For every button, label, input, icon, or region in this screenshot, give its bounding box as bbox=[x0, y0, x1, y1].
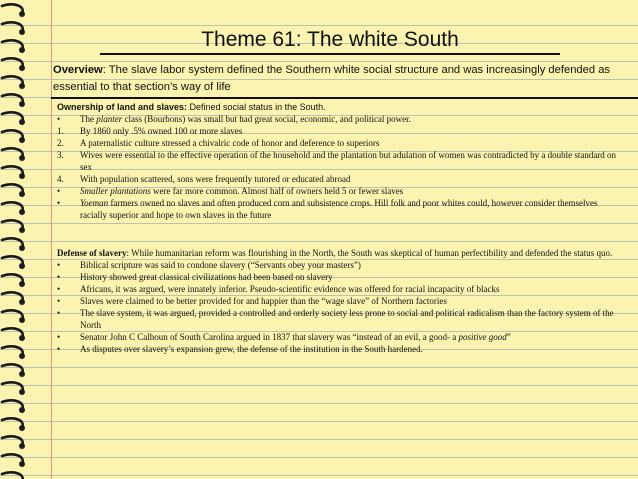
list-item bbox=[57, 271, 622, 283]
list-item bbox=[57, 113, 622, 125]
list-marker: 2. bbox=[57, 138, 64, 148]
list-item bbox=[57, 295, 622, 307]
item-text-rest: were far more common. Almost half of owners held 5 or fewer slaves bbox=[150, 186, 404, 196]
item-text: Senator John C Calhoun of South Carolina argued in 1837 that slavery was “instead of an evil, a good- a bbox=[80, 332, 459, 342]
item-emphasis: Yoeman bbox=[80, 198, 109, 208]
list-item bbox=[57, 283, 622, 295]
divider-rule bbox=[51, 97, 638, 99]
list-item bbox=[57, 185, 622, 197]
overview-label: Overview bbox=[53, 64, 103, 76]
list-marker: • bbox=[57, 272, 61, 282]
item-text-rest: farmers owned no slaves and often produced corn and subsistence crops. Hill folk and poor whites could, however consider themselves racially superior and hope to own slaves in the future bbox=[80, 198, 598, 220]
item-text: A paternalistic culture stressed a chivalric code of honor and deference to superiors bbox=[80, 138, 380, 148]
list-marker: • bbox=[57, 198, 61, 208]
section-heading-text: Defined social status in the South. bbox=[187, 102, 326, 112]
list-marker: • bbox=[57, 260, 61, 270]
section-ownership bbox=[57, 101, 622, 221]
list-item bbox=[57, 331, 622, 343]
list-item bbox=[57, 343, 622, 355]
item-text: Africans, it was argued, were innately inferior. Pseudo-scientific evidence was offered for racial incapacity of blacks bbox=[80, 284, 500, 294]
list-marker: 1. bbox=[57, 126, 64, 136]
list-marker: • bbox=[57, 186, 61, 196]
list-item bbox=[57, 149, 622, 173]
item-text: As disputes over slavery’s expansion grew, the defense of the institution in the South hardened. bbox=[80, 344, 423, 354]
item-text: Slaves were claimed to be better provided for and happier than the “wage slave” of Northern factories bbox=[80, 296, 447, 306]
section-heading-text: : While humanitarian reform was flourishing in the North, the South was skeptical of human perfectibility and defended the status quo. bbox=[126, 248, 613, 258]
overview-paragraph bbox=[53, 62, 613, 95]
item-emphasis: positive good bbox=[458, 332, 507, 342]
list-marker: • bbox=[57, 308, 61, 318]
list-marker: 4. bbox=[57, 174, 64, 184]
list-marker: • bbox=[57, 284, 61, 294]
item-text-rest: ” bbox=[506, 332, 511, 342]
page-title: Theme 61: The white South bbox=[100, 27, 560, 55]
item-text: Biblical scripture was said to condone slavery (“Servants obey your masters”) bbox=[80, 260, 361, 270]
item-text: With population scattered, sons were frequently tutored or educated abroad bbox=[80, 174, 351, 184]
ownership-list bbox=[57, 113, 622, 221]
list-marker: • bbox=[57, 296, 61, 306]
spiral-binding bbox=[0, 0, 44, 479]
item-emphasis: Smaller plantations bbox=[80, 186, 151, 196]
defense-list bbox=[57, 259, 622, 355]
item-emphasis: planter bbox=[96, 114, 123, 124]
section-defense bbox=[57, 247, 622, 355]
list-marker: • bbox=[57, 114, 61, 124]
overview-text: : The slave labor system defined the Southern white social structure and was increasingly defended as essential to that section’s way of life bbox=[53, 64, 611, 93]
section-heading-label: Ownership of land and slaves: bbox=[57, 102, 188, 112]
spiral-coil bbox=[2, 472, 23, 479]
list-item bbox=[57, 173, 622, 185]
section-heading bbox=[57, 101, 622, 113]
section-heading-label: Defense of slavery bbox=[57, 248, 127, 258]
list-marker: • bbox=[57, 344, 61, 354]
item-text: Wives were essential to the effective operation of the household and the plantation but adulation of women was contradicted by a double standard on sex bbox=[80, 150, 617, 172]
section-heading bbox=[57, 247, 622, 259]
item-text: The bbox=[80, 114, 97, 124]
list-item bbox=[57, 125, 622, 137]
list-item bbox=[57, 137, 622, 149]
margin-line bbox=[51, 0, 52, 479]
list-item bbox=[57, 259, 622, 271]
item-text: The slave system, it was argued, provided a controlled and orderly society less prone to social and political radicalism than the factory system of the North bbox=[80, 308, 614, 330]
list-marker: 3. bbox=[57, 150, 64, 160]
list-item bbox=[57, 307, 622, 331]
list-item bbox=[57, 197, 622, 221]
item-text: History showed great classical civilizations had been based on slavery bbox=[80, 272, 333, 282]
item-text-rest: class (Bourbons) was small but had great social, economic, and political power. bbox=[122, 114, 411, 124]
list-marker: • bbox=[57, 332, 61, 342]
item-text: By 1860 only .5% owned 100 or more slaves bbox=[80, 126, 243, 136]
